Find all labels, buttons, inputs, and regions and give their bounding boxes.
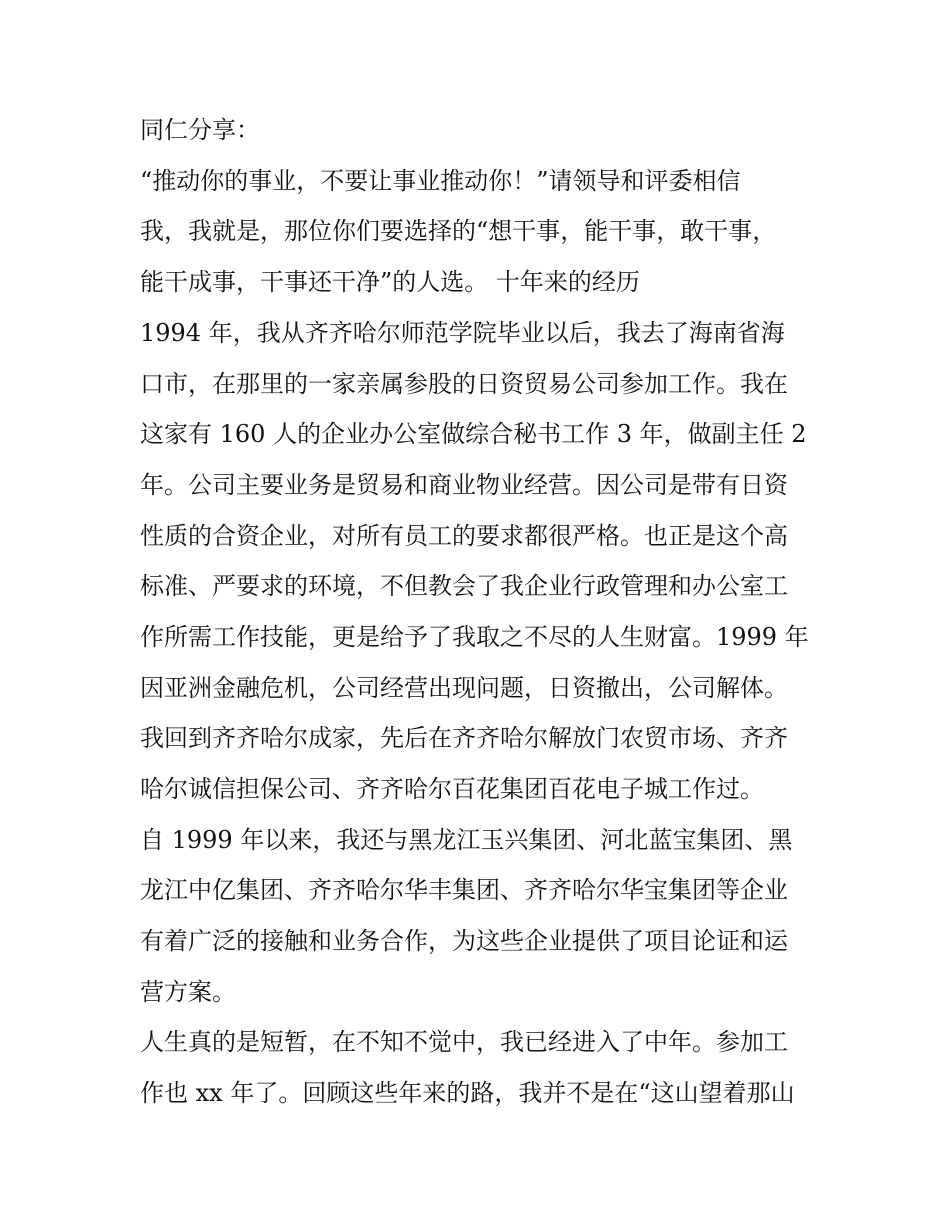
document-line: 这家有 160 人的企业办公室做综合秘书工作 3 年，做副主任 2 (140, 420, 807, 448)
document-line: 有着广泛的接触和业务合作，为这些企业提供了项目论证和运 (140, 927, 788, 955)
document-line: 性质的合资企业，对所有员工的要求都很严格。也正是这个高 (140, 522, 788, 550)
document-line: 年。公司主要业务是贸易和商业物业经营。因公司是带有日资 (140, 471, 788, 499)
document-line: 作所需工作技能，更是给予了我取之不尽的人生财富。1999 年 (140, 623, 809, 651)
document-line: 自 1999 年以来，我还与黑龙江玉兴集团、河北蓝宝集团、黑 (140, 826, 793, 854)
document-line: 营方案。 (140, 978, 236, 1006)
document-line: 我回到齐齐哈尔成家，先后在齐齐哈尔解放门农贸市场、齐齐 (140, 724, 788, 752)
document-line: “推动你的事业，不要让事业推动你！”请领导和评委相信 (140, 167, 741, 195)
document-line: 1994 年，我从齐齐哈尔师范学院毕业以后，我去了海南省海 (140, 319, 785, 347)
document-line: 龙江中亿集团、齐齐哈尔华丰集团、齐齐哈尔华宝集团等企业 (140, 876, 788, 904)
document-line: 能干成事，干事还干净”的人选。 十年来的经历 (140, 268, 640, 296)
document-line: 作也 xx 年了。回顾这些年来的路，我并不是在“这山望着那山 (140, 1079, 795, 1107)
document-line: 口市，在那里的一家亲属参股的日资贸易公司参加工作。我在 (140, 370, 788, 398)
document-line: 同仁分享： (140, 116, 260, 144)
document-line: 因亚洲金融危机，公司经营出现问题，日资撤出，公司解体。 (140, 674, 788, 702)
document-line: 标准、严要求的环境，不但教会了我企业行政管理和办公室工 (140, 572, 788, 600)
document-line: 我，我就是，那位你们要选择的“想干事，能干事，敢干事， (140, 217, 777, 245)
document-line: 哈尔诚信担保公司、齐齐哈尔百花集团百花电子城工作过。 (140, 775, 764, 803)
document-line: 人生真的是短暂，在不知不觉中，我已经进入了中年。参加工 (140, 1028, 788, 1056)
